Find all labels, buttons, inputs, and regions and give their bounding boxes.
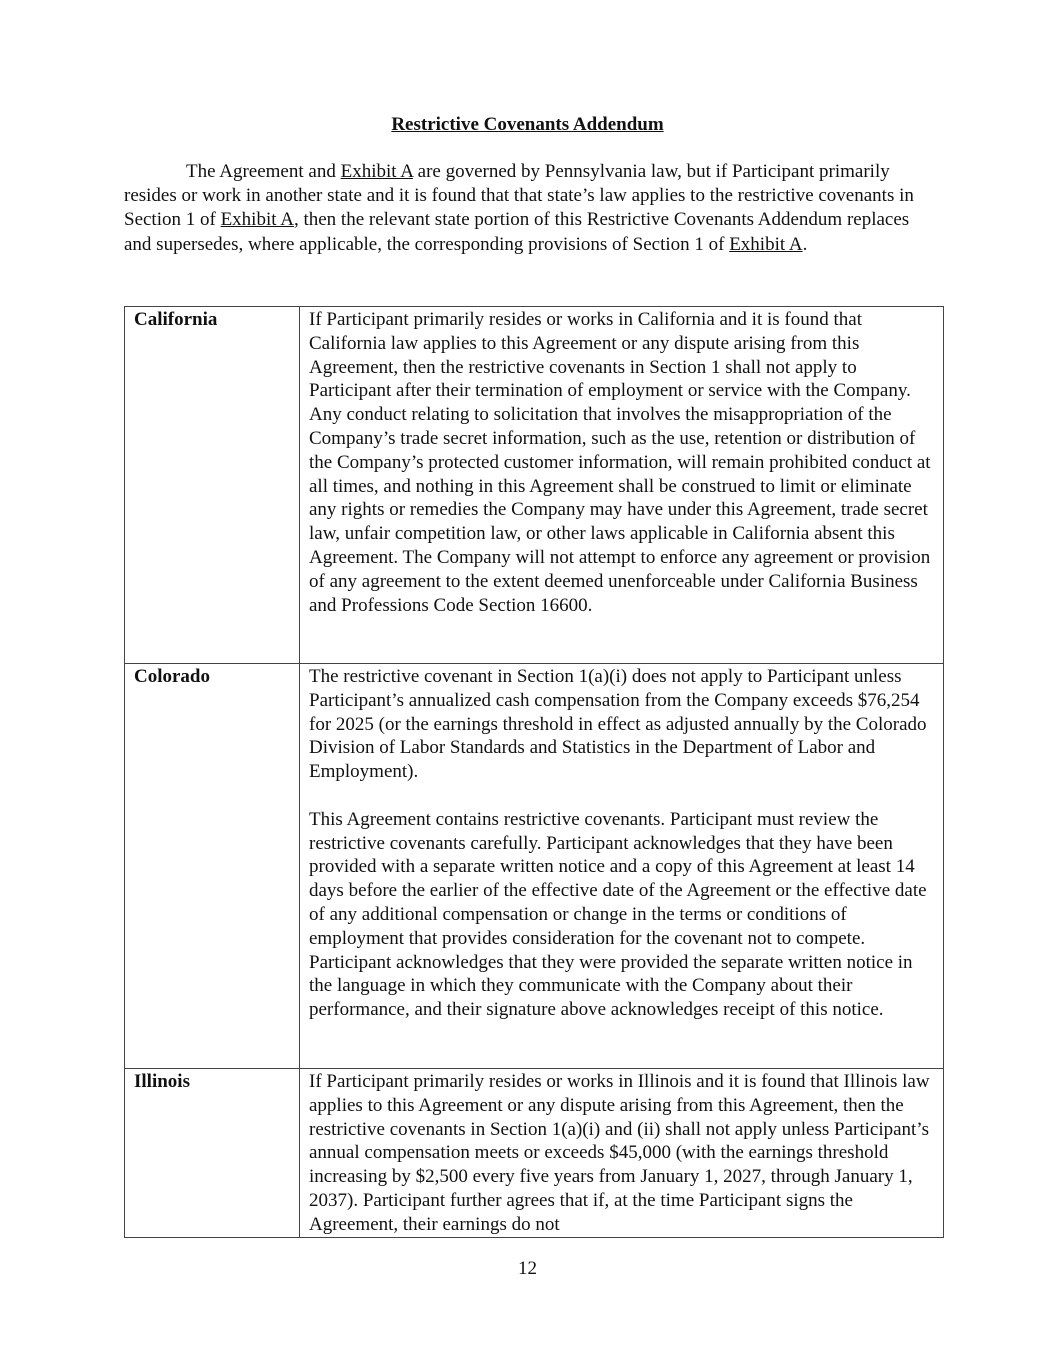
- state-name-california: California: [125, 307, 300, 664]
- intro-text-4: .: [802, 233, 808, 255]
- state-covenants-table: [124, 306, 944, 1238]
- intro-text-1: The Agreement and: [186, 161, 341, 182]
- state-provision-california: [300, 307, 944, 664]
- exhibit-a-link-3: Exhibit A: [729, 233, 803, 255]
- state-provision-illinois: [300, 1069, 944, 1238]
- table-row-colorado: [125, 664, 944, 1069]
- page-title: Restrictive Covenants Addendum: [391, 114, 664, 135]
- provision-paragraph: The restrictive covenant in Section 1(a)(i) does not apply to Participant unless Participant’s annualized cash compensation from the Company exceeds $76,254 for 2025 (or the earnings threshold in effect as adjusted annually by the Colorado Division of Labor Standards and Statistics in the Department of Labor and Employment).: [309, 666, 927, 783]
- provision-paragraph: If Participant primarily resides or works in Illinois and it is found that Illinois law applies to this Agreement or any dispute arising from this Agreement, then the restrictive covenants in Section 1(a)(i) and (ii) shall not apply unless Participant’s annual compensation meets or exceeds $45,000 (with the earnings threshold increasing by $2,500 every five years from January 1, 2027, through January 1, 2037). Participant further agrees that if, at the time Participant signs the Agreement, their earnings do not: [309, 1071, 930, 1235]
- table-row-illinois: [125, 1069, 944, 1238]
- table-row-california: [125, 307, 944, 664]
- page-number: 12: [518, 1258, 537, 1279]
- provision-paragraph: This Agreement contains restrictive covenants. Participant must review the restrictive covenants carefully. Participant acknowledges that they have been provided with a separate written notice and a copy of this Agreement at least 14 days before the earlier of the effective date of the Agreement or the effective date of any additional compensation or change in the terms or conditions of employment that provides consideration for the covenant not to compete. Participant acknowledges that they were provided the separate written notice in the language in which they communicate with the Company about their performance, and their signature above acknowledges receipt of this notice.: [309, 808, 927, 1021]
- state-name-illinois: Illinois: [125, 1069, 300, 1238]
- state-name-colorado: Colorado: [125, 664, 300, 1069]
- state-provision-colorado: [300, 664, 944, 1069]
- provision-paragraph: If Participant primarily resides or works in California and it is found that California law applies to this Agreement or any dispute arising from this Agreement, then the restrictive covenants in Section 1 shall not apply to Participant after their termination of employment or service with the Company. Any conduct relating to solicitation that involves the misappropriation of the Company’s trade secret information, such as the use, retention or distribution of the Company’s protected customer information, will remain prohibited conduct at all times, and nothing in this Agreement shall be construed to limit or eliminate any rights or remedies the Company may have under this Agreement, trade secret law, unfair competition law, or other laws applicable in California absent this Agreement. The Company will not attempt to enforce any agreement or provision of any agreement to the extent deemed unenforceable under California Business and Professions Code Section 16600.: [309, 309, 931, 616]
- intro-text-2: are governed by Pennsylvania law, but if Participant primarily resides or work in another state and it is found that that state’s law applies to the restrictive covenants in Section 1 of: [124, 161, 914, 231]
- intro-paragraph: [124, 160, 934, 257]
- exhibit-a-link-2: Exhibit A: [220, 209, 294, 231]
- intro-text-3: , then the relevant state portion of this Restrictive Covenants Addendum replaces and supersedes, where applicable, the corresponding provisions of Section 1 of: [124, 209, 910, 255]
- exhibit-a-link-1: Exhibit A: [340, 161, 413, 182]
